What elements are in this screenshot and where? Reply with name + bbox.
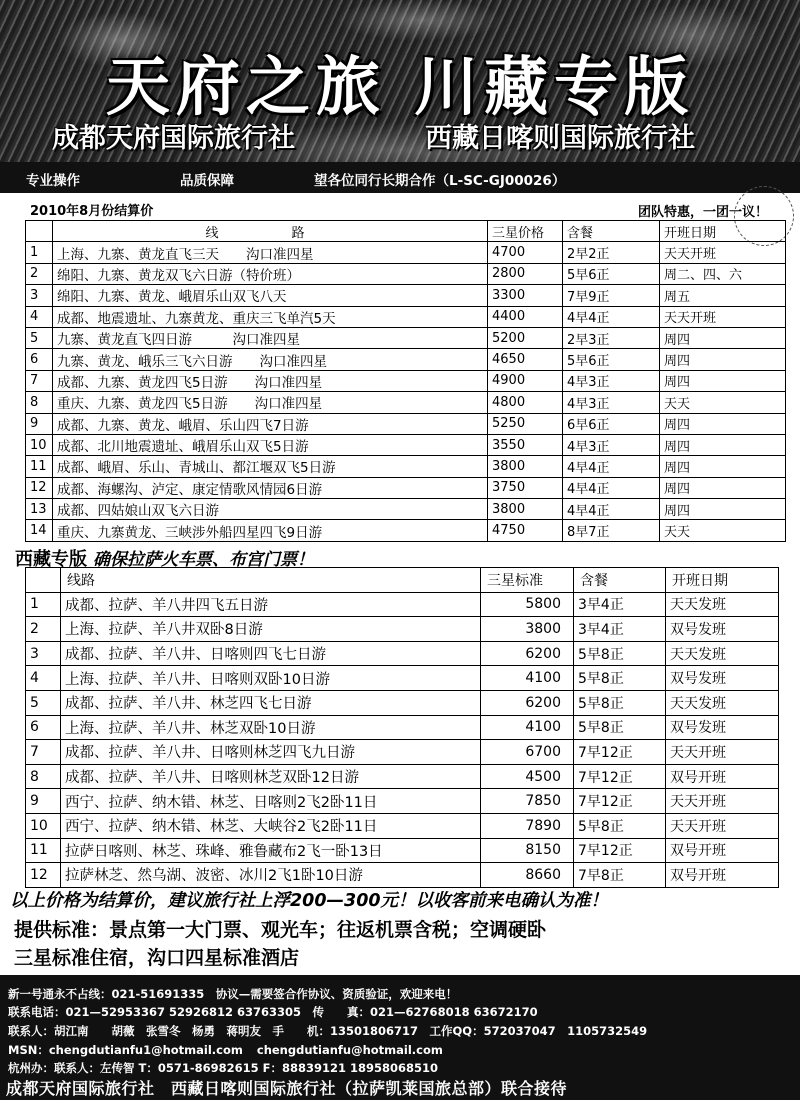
row-number: 11: [26, 456, 53, 477]
route-cell: 上海、拉萨、羊八井、林芝双卧10日游: [61, 715, 481, 740]
meals-cell: 4早3正: [563, 392, 660, 413]
price-cell: 5800: [481, 592, 574, 617]
price-cell: 4800: [488, 392, 563, 413]
price-cell: 4100: [481, 715, 574, 740]
table-row: [26, 285, 786, 306]
route-cell: 成都、海螺沟、泸定、康定情歌风情园6日游: [53, 477, 488, 498]
row-number: 8: [26, 764, 61, 789]
meals-cell: 5早6正: [563, 349, 660, 370]
meals-cell: 4早3正: [563, 434, 660, 455]
price-cell: 4100: [481, 666, 574, 691]
route-cell: 成都、拉萨、羊八井、日喀则四飞七日游: [61, 641, 481, 666]
price-cell: 6200: [481, 641, 574, 666]
route-cell: 重庆、九寨、黄龙四飞5日游 沟口准四星: [53, 392, 488, 413]
schedule-cell: 天天发班: [666, 592, 779, 617]
schedule-cell: 周四: [660, 434, 786, 455]
meals-cell: 5早8正: [574, 690, 666, 715]
row-number: 8: [26, 392, 53, 413]
meals-cell: 4早3正: [563, 370, 660, 391]
schedule-cell: 双号开班: [666, 764, 779, 789]
schedule-cell: 周四: [660, 477, 786, 498]
phone-line: 联系电话：021—52953367 52926812 63763305 传 真：021—62768018 63672170: [8, 1005, 538, 1019]
meals-cell: 7早12正: [574, 740, 666, 765]
meals-cell: 3早4正: [574, 617, 666, 642]
meals-cell: 4早4正: [563, 499, 660, 520]
route-cell: 成都、九寨、黄龙、峨眉、乐山四飞7日游: [53, 413, 488, 434]
route-cell: 上海、拉萨、羊八井、日喀则双卧10日游: [61, 666, 481, 691]
price-cell: 6200: [481, 690, 574, 715]
price-cell: 3800: [488, 499, 563, 520]
price-cell: 4900: [488, 370, 563, 391]
table-row: [26, 740, 779, 765]
route-cell: 成都、拉萨、羊八井、日喀则林芝四飞九日游: [61, 740, 481, 765]
row-number: 6: [26, 349, 53, 370]
price-cell: 4650: [488, 349, 563, 370]
price-cell: 5200: [488, 327, 563, 348]
header-meals: 含餐: [574, 568, 666, 593]
price-cell: 4750: [488, 520, 563, 541]
table-row: [26, 813, 779, 838]
schedule-cell: 天天开班: [660, 242, 786, 263]
price-note: 以上价格为结算价，建议旅行社上浮200—300元！以收客前来电确认为准！: [10, 891, 609, 911]
table-row: [26, 306, 786, 327]
schedule-cell: 天天: [660, 520, 786, 541]
header-price: 三星标准: [481, 568, 574, 593]
price-cell: 7850: [481, 789, 574, 814]
route-cell: 成都、北川地震遗址、峨眉乐山双飞5日游: [53, 434, 488, 455]
msn-line: [8, 1042, 443, 1058]
schedule-cell: 双号开班: [666, 863, 779, 888]
row-number: 14: [26, 520, 53, 541]
schedule-cell: 天天发班: [666, 690, 779, 715]
price-cell: 3300: [488, 285, 563, 306]
header-no: [26, 568, 61, 593]
table-row: [26, 641, 779, 666]
table-row: [26, 666, 779, 691]
schedule-cell: 周四: [660, 370, 786, 391]
inclusions-note: 提供标准：景点第一大门票、观光车；往返机票含税；空调硬卧: [14, 919, 547, 941]
row-number: 10: [26, 813, 61, 838]
row-number: 12: [26, 863, 61, 888]
header-route: 线 路: [53, 221, 488, 242]
month-label: 2010年8月份结算价: [30, 204, 154, 219]
meals-cell: 7早8正: [574, 863, 666, 888]
banner-title: 天府之旅 川藏专版: [105, 51, 695, 125]
sichuan-price-table: [25, 220, 786, 542]
row-number: 7: [26, 370, 53, 391]
price-cell: 6700: [481, 740, 574, 765]
price-cell: 4400: [488, 306, 563, 327]
joint-operators: 成都天府国际旅行社 西藏日喀则国际旅行社（拉萨凯莱国旅总部）联合接待: [6, 1079, 568, 1098]
row-number: 11: [26, 838, 61, 863]
price-cell: 3800: [488, 456, 563, 477]
meals-cell: 5早8正: [574, 715, 666, 740]
promo-text: 团队特惠，一团一议！: [637, 205, 768, 220]
row-number: 13: [26, 499, 53, 520]
meals-cell: 7早12正: [574, 838, 666, 863]
price-cell: 8660: [481, 863, 574, 888]
route-cell: 西宁、拉萨、纳木错、林芝、日喀则2飞2卧11日: [61, 789, 481, 814]
price-cell: 4500: [481, 764, 574, 789]
meals-cell: 4早4正: [563, 306, 660, 327]
schedule-cell: 双号发班: [666, 617, 779, 642]
row-number: 1: [26, 592, 61, 617]
price-cell: 7890: [481, 813, 574, 838]
schedule-cell: 周四: [660, 456, 786, 477]
meals-cell: 2早2正: [563, 242, 660, 263]
schedule-cell: 周四: [660, 349, 786, 370]
table-row: [26, 592, 779, 617]
tibet-title: 西藏专版: [15, 549, 87, 570]
table-row: [26, 789, 779, 814]
tibet-promise: 确保拉萨火车票、布宫门票！: [93, 550, 314, 570]
table-row: [26, 520, 786, 541]
meals-cell: 5早8正: [574, 641, 666, 666]
schedule-cell: 周四: [660, 499, 786, 520]
meals-cell: 5早8正: [574, 813, 666, 838]
msn-address[interactable]: chengdutianfu1@hotmail.com: [48, 1043, 243, 1057]
agency-right: 西藏日喀则国际旅行社: [425, 123, 695, 154]
table-row: [26, 456, 786, 477]
price-cell: 3550: [488, 434, 563, 455]
table-row: [26, 838, 779, 863]
row-number: 4: [26, 306, 53, 327]
price-cell: 3800: [481, 617, 574, 642]
schedule-cell: 周四: [660, 327, 786, 348]
schedule-cell: 双号发班: [666, 666, 779, 691]
row-number: 7: [26, 740, 61, 765]
meals-cell: 7早12正: [574, 764, 666, 789]
route-cell: 拉萨日喀则、林芝、珠峰、雅鲁藏布2飞一卧13日: [61, 838, 481, 863]
table-row: [26, 413, 786, 434]
row-number: 2: [26, 617, 61, 642]
meals-cell: 7早9正: [563, 285, 660, 306]
accommodation-note: 三星标准住宿，沟口四星标准酒店: [14, 947, 300, 969]
meals-cell: 6早6正: [563, 413, 660, 434]
contact-footer: [0, 975, 800, 1100]
route-cell: 重庆、九寨黄龙、三峡涉外船四星四飞9日游: [53, 520, 488, 541]
header-dates: 开班日期: [666, 568, 779, 593]
header-meals: 含餐: [563, 221, 660, 242]
msn-address[interactable]: chengdutianfu@hotmail.com: [256, 1043, 443, 1057]
row-number: 3: [26, 641, 61, 666]
table-row: [26, 715, 779, 740]
schedule-cell: 天天开班: [660, 306, 786, 327]
row-number: 1: [26, 242, 53, 263]
schedule-cell: 周四: [660, 413, 786, 434]
contacts-line: 联系人：胡江南 胡薇 张雪冬 杨勇 蒋明友 手 机：13501806717 工作QQ：572037047 1105732549: [8, 1024, 648, 1038]
table-row: [26, 477, 786, 498]
schedule-cell: 天天发班: [666, 641, 779, 666]
meals-cell: 5早8正: [574, 666, 666, 691]
meals-cell: 4早4正: [563, 456, 660, 477]
route-cell: 拉萨林芝、然乌湖、波密、冰川2飞1卧10日游: [61, 863, 481, 888]
table-row: [26, 863, 779, 888]
route-cell: 成都、拉萨、羊八井、日喀则林芝双卧12日游: [61, 764, 481, 789]
route-cell: 西宁、拉萨、纳木错、林芝、大峡谷2飞2卧11日: [61, 813, 481, 838]
table-header-row: [26, 568, 779, 593]
route-cell: 上海、拉萨、羊八井双卧8日游: [61, 617, 481, 642]
header-dates: 开班日期: [660, 221, 786, 242]
price-cell: 3750: [488, 477, 563, 498]
table-row: [26, 690, 779, 715]
table-row: [26, 434, 786, 455]
meals-cell: 3早4正: [574, 592, 666, 617]
schedule-cell: 天天: [660, 392, 786, 413]
tagline-item: 专业操作: [26, 173, 80, 189]
row-number: 10: [26, 434, 53, 455]
schedule-cell: 天天开班: [666, 740, 779, 765]
hotline-line: 新一号通永不占线：021-51691335 协议—需要签合作协议、资质验证，欢迎来电！: [8, 987, 458, 1001]
route-cell: 上海、九寨、黄龙直飞三天 沟口准四星: [53, 242, 488, 263]
header-no: [26, 221, 53, 242]
route-cell: 成都、九寨、黄龙四飞5日游 沟口准四星: [53, 370, 488, 391]
tagline-bar: [0, 162, 800, 193]
price-cell: 2800: [488, 263, 563, 284]
row-number: 5: [26, 690, 61, 715]
price-cell: 5250: [488, 413, 563, 434]
route-cell: 成都、拉萨、羊八井、林芝四飞七日游: [61, 690, 481, 715]
row-number: 9: [26, 789, 61, 814]
route-cell: 成都、四姑娘山双飞六日游: [53, 499, 488, 520]
row-number: 4: [26, 666, 61, 691]
table-row: [26, 499, 786, 520]
price-cell: 8150: [481, 838, 574, 863]
schedule-cell: 天天开班: [666, 789, 779, 814]
header-route: 线路: [61, 568, 481, 593]
row-number: 12: [26, 477, 53, 498]
row-number: 5: [26, 327, 53, 348]
table-row: [26, 349, 786, 370]
schedule-cell: 周二、四、六: [660, 263, 786, 284]
header-price: 三星价格: [488, 221, 563, 242]
route-cell: 成都、拉萨、羊八井四飞五日游: [61, 592, 481, 617]
meals-cell: 4早4正: [563, 477, 660, 498]
hangzhou-office-line: 杭州办：联系人：左传智 T：0571-86982615 F：88839121 18958068510: [8, 1061, 439, 1075]
schedule-cell: 周五: [660, 285, 786, 306]
meals-cell: 7早12正: [574, 789, 666, 814]
table-row: [26, 327, 786, 348]
table-row: [26, 617, 779, 642]
row-number: 6: [26, 715, 61, 740]
schedule-cell: 天天开班: [666, 813, 779, 838]
tagline-item: 望各位同行长期合作（L-SC-GJ00026）: [314, 173, 566, 189]
meals-cell: 5早6正: [563, 263, 660, 284]
meals-cell: 2早3正: [563, 327, 660, 348]
banner-image: [0, 0, 800, 162]
table-row: [26, 370, 786, 391]
schedule-cell: 双号开班: [666, 838, 779, 863]
table-row: [26, 263, 786, 284]
table-row: [26, 764, 779, 789]
agency-left: 成都天府国际旅行社: [52, 123, 295, 154]
route-cell: 九寨、黄龙、峨乐三飞六日游 沟口准四星: [53, 349, 488, 370]
price-cell: 4700: [488, 242, 563, 263]
route-cell: 成都、地震遗址、九寨黄龙、重庆三飞单汽5天: [53, 306, 488, 327]
route-cell: 成都、峨眉、乐山、青城山、都江堰双飞5日游: [53, 456, 488, 477]
row-number: 3: [26, 285, 53, 306]
route-cell: 九寨、黄龙直飞四日游 沟口准四星: [53, 327, 488, 348]
msn-label: MSN：: [8, 1043, 49, 1057]
route-cell: 绵阳、九寨、黄龙、峨眉乐山双飞八天: [53, 285, 488, 306]
tagline-item: 品质保障: [180, 173, 234, 189]
meals-cell: 8早7正: [563, 520, 660, 541]
table-row: [26, 242, 786, 263]
row-number: 9: [26, 413, 53, 434]
tibet-price-table: [25, 567, 779, 888]
route-cell: 绵阳、九寨、黄龙双飞六日游（特价班）: [53, 263, 488, 284]
table-row: [26, 392, 786, 413]
schedule-cell: 双号发班: [666, 715, 779, 740]
row-number: 2: [26, 263, 53, 284]
table-header-row: [26, 221, 786, 242]
